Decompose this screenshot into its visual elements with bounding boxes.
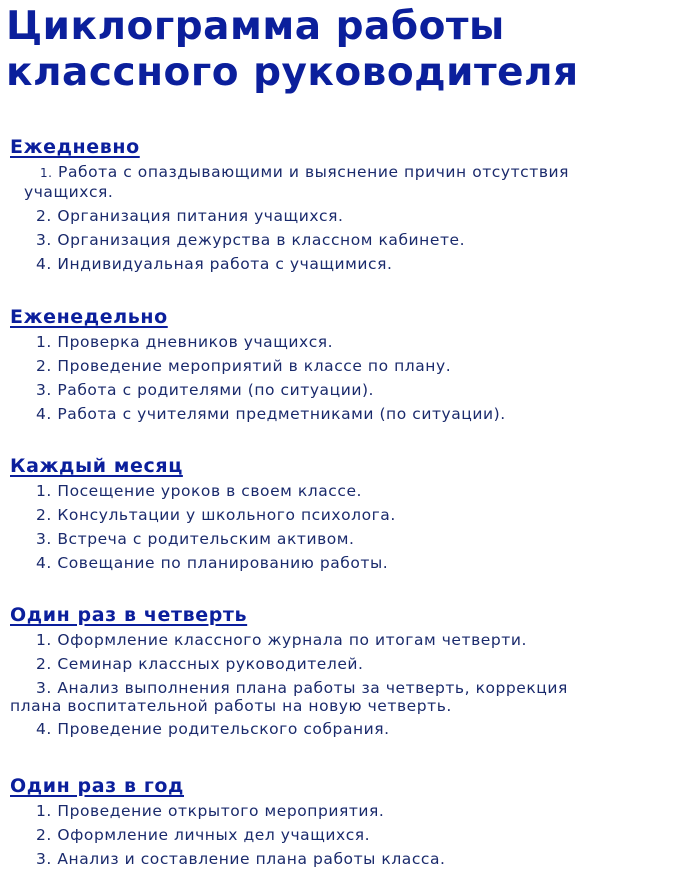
list-item [0,720,689,739]
list-item [0,163,689,202]
list-item [0,207,689,226]
item-text: Проведение открытого мероприятия. [57,802,385,820]
item-text: Организация дежурства в классном кабинете. [57,231,466,249]
section-heading: Один раз в четверть [10,604,248,626]
item-list [0,802,689,869]
item-text: Совещание по планированию работы. [57,554,389,572]
item-number: 1. [40,166,53,180]
list-item [0,357,689,376]
item-text: Индивидуальная работа с учащимися. [57,255,393,273]
item-text: Посещение уроков в своем классе. [57,482,363,500]
item-number: 4. [36,720,52,738]
item-number: 2. [36,655,52,673]
list-item [0,826,689,845]
section-heading: Один раз в год [10,775,184,797]
item-text: Консультации у школьного психолога. [57,506,396,524]
item-number: 3. [36,679,52,697]
item-text: Семинар классных руководителей. [57,655,364,673]
section-heading: Каждый месяц [10,455,183,477]
section-yearly [0,774,689,874]
section-heading: Еженедельно [10,306,168,328]
item-text: Анализ выполнения плана работы за четверть, коррекция [57,679,568,697]
list-item [0,255,689,274]
item-text: Анализ и составление плана работы класса. [57,850,446,868]
item-number: 3. [36,231,52,249]
list-item [0,482,689,501]
list-item [0,802,689,821]
page-title [6,4,689,96]
item-list [0,482,689,573]
list-item [0,231,689,250]
item-list [0,631,689,739]
item-number: 2. [36,207,52,225]
item-text: Работа с родителями (по ситуации). [57,381,375,399]
item-list [0,333,689,424]
list-item [0,530,689,549]
item-number: 3. [36,381,52,399]
section-daily [0,135,689,279]
list-item [0,333,689,352]
item-text-continuation: плана воспитательной работы на новую четверть. [10,697,452,715]
item-number: 2. [36,826,52,844]
item-text: Встреча с родительским активом. [57,530,355,548]
item-text: Организация питания учащихся. [57,207,344,225]
item-text: Работа с учителями предметниками (по ситуации). [57,405,506,423]
item-number: 2. [36,357,52,375]
section-weekly [0,305,689,429]
page-title-line-1: Циклограмма работы [6,4,505,49]
item-text: Проведение мероприятий в классе по плану. [57,357,452,375]
item-text: Проведение родительского собрания. [57,720,390,738]
item-text-continuation: учащихся. [24,183,114,201]
list-item [0,631,689,650]
section-heading: Ежедневно [10,136,140,158]
list-item [0,554,689,573]
list-item [0,381,689,400]
item-number: 1. [36,802,52,820]
item-number: 4. [36,405,52,423]
list-item [0,405,689,424]
list-item [0,679,689,716]
item-number: 4. [36,255,52,273]
item-list [0,163,689,274]
item-text: Оформление личных дел учащихся. [57,826,371,844]
item-number: 1. [36,482,52,500]
item-number: 4. [36,554,52,572]
item-text: Оформление классного журнала по итогам четверти. [57,631,527,649]
item-number: 2. [36,506,52,524]
list-item [0,850,689,869]
item-number: 1. [36,333,52,351]
item-number: 3. [36,850,52,868]
item-number: 1. [36,631,52,649]
page-title-line-2: классного руководителя [6,50,579,95]
item-number: 3. [36,530,52,548]
item-text: Проверка дневников учащихся. [57,333,334,351]
list-item [0,655,689,674]
section-monthly [0,454,689,578]
item-text: Работа с опаздывающими и выяснение причин отсутствия [58,163,570,181]
list-item [0,506,689,525]
section-quarterly [0,603,689,744]
